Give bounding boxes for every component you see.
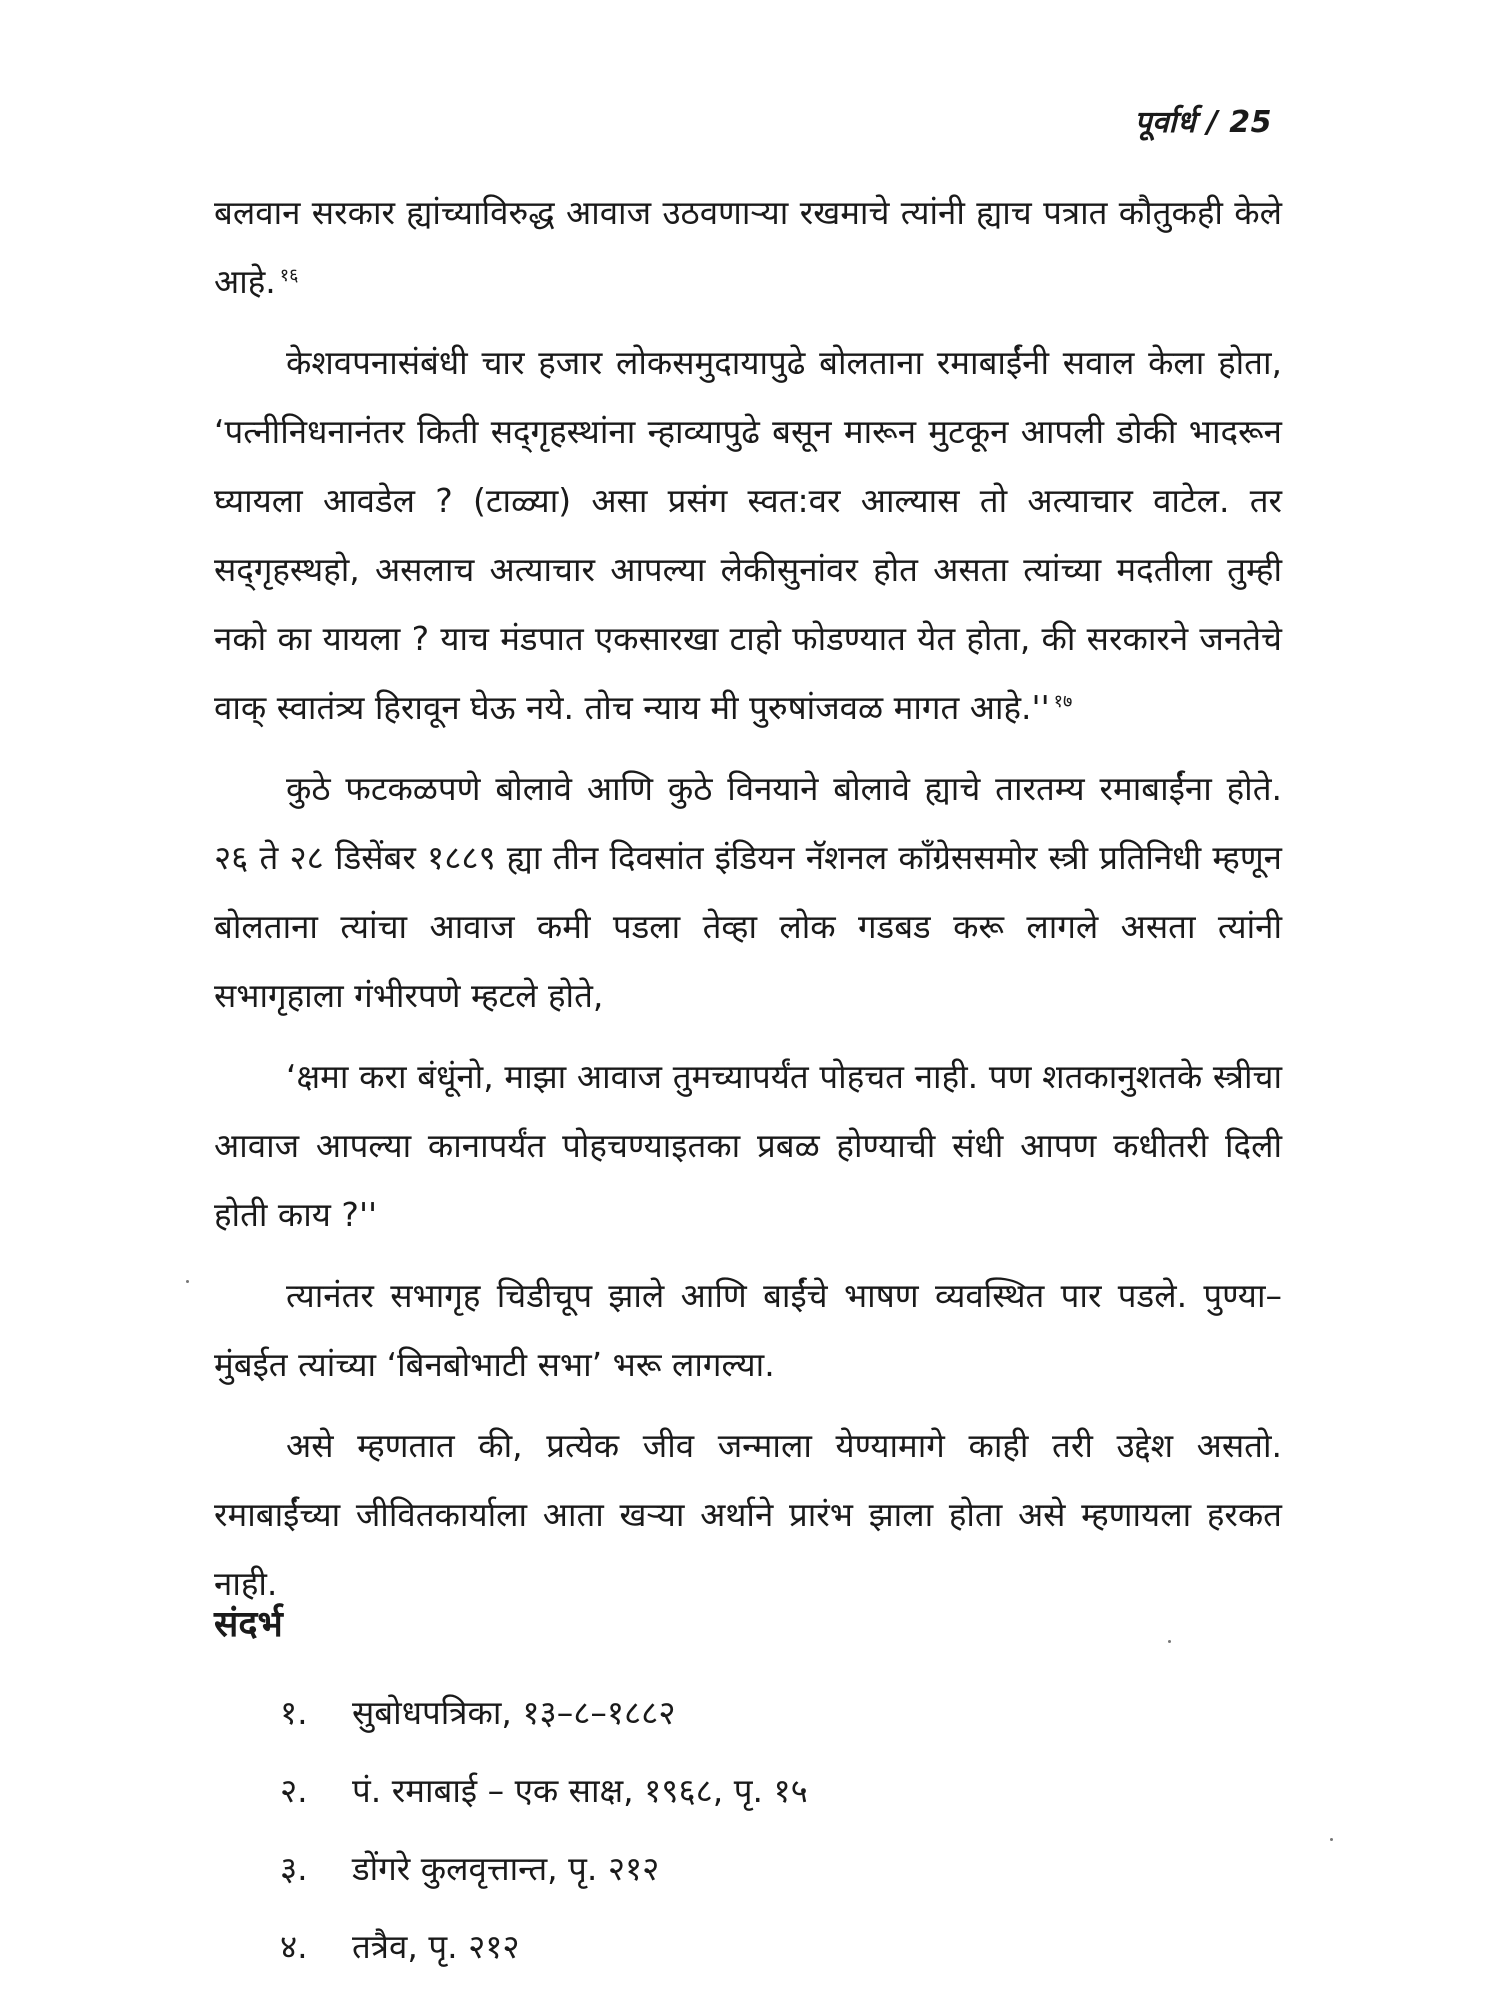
reference-item [280, 1906, 808, 1984]
footnote-marker: १७ [1053, 691, 1073, 712]
scan-speck [1168, 1640, 1171, 1643]
reference-item [280, 1672, 808, 1750]
paragraph-4-quote [214, 1042, 1282, 1249]
reference-number: ४. [280, 1926, 308, 1966]
body-text [214, 178, 1282, 1630]
paragraph-text: असे म्हणतात की, प्रत्येक जीव जन्माला येण्यामागे काही तरी उद्देश असतो. रमाबाईंच्या जीवितकार्याला आता खऱ्या अर्थाने प्रारंभ झाला होता असे म्हणायला हरकत नाही. [214, 1426, 1282, 1603]
scan-speck [1330, 1838, 1333, 1841]
references-heading: संदर्भ [214, 1604, 283, 1645]
reference-text: पं. रमाबाई – एक साक्ष, १९६८, पृ. १५ [352, 1770, 808, 1810]
paragraph-1 [214, 178, 1282, 316]
footnote-marker: १६ [279, 265, 299, 286]
paragraph-text: बलवान सरकार ह्यांच्याविरुद्ध आवाज उठवणाऱ्या रखमाचे त्यांनी ह्याच पत्रात कौतुकही केले आहे. [214, 193, 1282, 301]
scan-speck [186, 1280, 189, 1283]
reference-number: ३. [280, 1848, 308, 1888]
reference-text: सुबोधपत्रिका, १३–८–१८८२ [352, 1692, 676, 1732]
reference-text: तत्रैव, पृ. २१२ [352, 1926, 520, 1966]
paragraph-5 [214, 1261, 1282, 1399]
paragraph-6 [214, 1411, 1282, 1618]
paragraph-2 [214, 328, 1282, 742]
paragraph-text: त्यानंतर सभागृह चिडीचूप झाले आणि बाईंचे भाषण व्यवस्थित पार पडले. पुण्या–मुंबईत त्यांच्या ‘बिनबोभाटी सभा’ भरू लागल्या. [214, 1276, 1282, 1384]
reference-text: डोंगरे कुलवृत्तान्त, पृ. २१२ [352, 1848, 660, 1888]
paragraph-text: केशवपनासंबंधी चार हजार लोकसमुदायापुढे बोलताना रमाबाईंनी सवाल केला होता, ‘पत्नीनिधनानंतर किती सद्‌गृहस्थांना न्हाव्यापुढे बसून मारून मुटकून आपली डोकी भादरून घ्यायला आवडेल ? (टाळ्या) असा प्रसंग स्वत:वर आल्यास तो अत्याचार वाटेल. तर सद्‌गृहस्थहो, असलाच अत्याचार आपल्या लेकीसुनांवर होत असता त्यांच्या मदतीला तुम्ही नको का यायला ? याच मंडपात एकसारखा टाहो फोडण्यात येत होता, की सरकारने जनतेचे वाक् स्वातंत्र्य हिरावून घेऊ नये. तोच न्याय मी पुरुषांजवळ मागत आहे.'' [214, 343, 1282, 727]
reference-number: १. [280, 1692, 308, 1732]
paragraph-3 [214, 754, 1282, 1030]
reference-item [280, 1828, 808, 1906]
reference-item [280, 1750, 808, 1828]
paragraph-text: कुठे फटकळपणे बोलावे आणि कुठे विनयाने बोलावे ह्याचे तारतम्य रमाबाईंना होते. २६ ते २८ डिसेंबर १८८९ ह्या तीन दिवसांत इंडियन नॅशनल काँग्रेससमोर स्त्री प्रतिनिधी म्हणून बोलताना त्यांचा आवाज कमी पडला तेव्हा लोक गडबड करू लागले असता त्यांनी सभागृहाला गंभीरपणे म्हटले होते, [214, 769, 1282, 1015]
running-header: पूर्वार्ध / 25 [1134, 105, 1272, 140]
reference-number: २. [280, 1770, 308, 1810]
paragraph-text: ‘क्षमा करा बंधूंनो, माझा आवाज तुमच्यापर्यंत पोहचत नाही. पण शतकानुशतके स्त्रीचा आवाज आपल्या कानापर्यंत पोहचण्याइतका प्रबळ होण्याची संधी आपण कधीतरी दिली होती काय ?'' [214, 1057, 1282, 1234]
references-list [280, 1672, 808, 1984]
